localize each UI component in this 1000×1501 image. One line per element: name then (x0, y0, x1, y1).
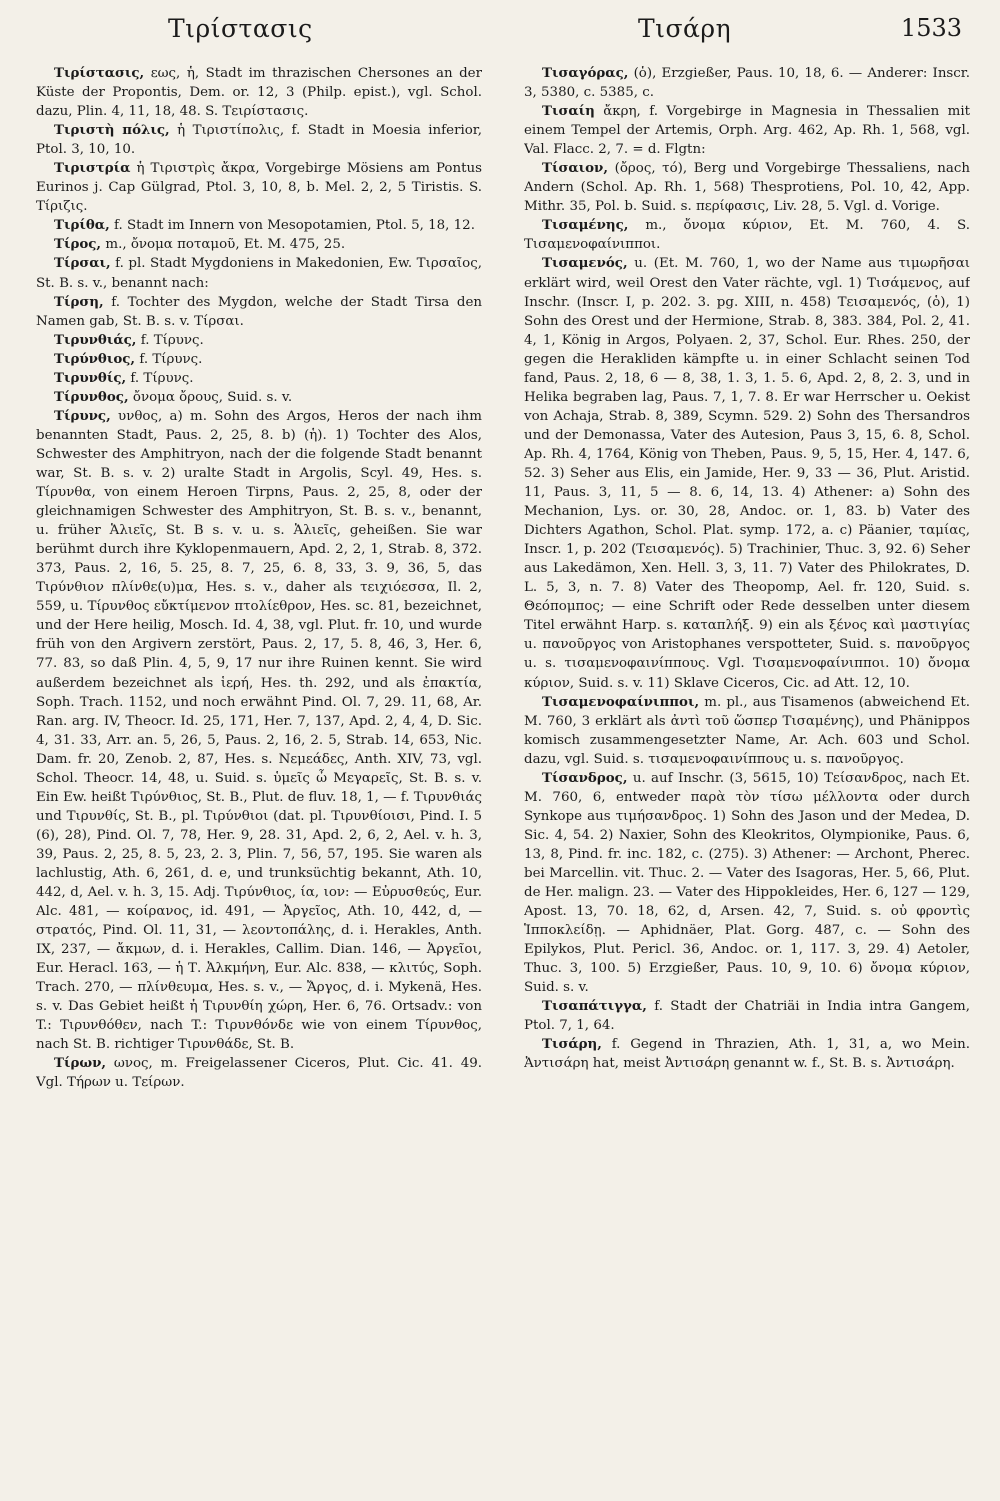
dictionary-entry (36, 407, 482, 1055)
dictionary-entry (524, 254, 970, 692)
entry-text: ἡ Τιριστρὶς ἄκρα, Vorgebirge Mösiens am Pontus Eurinos j. Cap Gülgrad, Ptol. 3, 10, 8, b. Mel. 2, 2, 5 Tiristis. S. Τίριζις. (36, 161, 482, 215)
dictionary-entry (36, 159, 482, 216)
entry-lemma: Τίρση, (54, 293, 104, 310)
dictionary-entry (36, 369, 482, 388)
entry-text: εως, ἡ, Stadt im thrazischen Chersones an der Küste der Propontis, Dem. or. 12, 3 (Philp. epist.), vgl. Schol. dazu, Plin. 4, 11, 18, 48. S. Τειρίστασις. (36, 66, 482, 120)
dictionary-entry (36, 331, 482, 350)
dictionary-entry (524, 1035, 970, 1073)
entry-lemma: Τιρύνθιος, (54, 350, 136, 367)
entry-text: f. Τίρυνς. (136, 332, 204, 348)
dictionary-entry (524, 769, 970, 998)
dictionary-entry (524, 64, 970, 102)
entry-text: f. pl. Stadt Mygdoniens in Makedonien, Ew. Τιρσαῖος, St. B. s. v., benannt nach: (36, 256, 482, 291)
entry-text: m. pl., aus Tisamenos (abweichend Et. M. 760, 3 erklärt als ἀντὶ τοῦ ὥσπερ Τισαμένης), und Phänippos komisch zusammengesetzter Name, Ar. Ach. 603 und Schol. dazu, vgl. Suid. s. τισαμενοφαινίππους u. s. πανοῦργος. (524, 694, 970, 767)
entry-lemma: Τίρων, (54, 1055, 107, 1072)
entry-lemma: Τιριστὴ πόλις, (54, 122, 170, 139)
dictionary-entry (524, 216, 970, 254)
entry-lemma: Τίρυνθος, (54, 388, 129, 405)
entry-lemma: Τισαίη (542, 103, 595, 120)
entry-lemma: Τισαγόρας, (542, 65, 629, 81)
entry-text: f. Τίρυνς. (135, 351, 203, 367)
header-right-word: Τισάρη (638, 14, 732, 43)
header-left-word: Τιρίστασις (168, 14, 313, 43)
dictionary-entry (524, 159, 970, 216)
entry-text: ἡ Τιριστίπολις, f. Stadt in Moesia inferior, Ptol. 3, 10, 10. (36, 123, 482, 158)
dictionary-entry (36, 64, 482, 121)
entry-lemma: Τιριστρία (54, 160, 131, 177)
entry-lemma: Τίσανδρος, (542, 769, 628, 786)
entry-lemma: Τίρσαι, (54, 255, 111, 272)
entry-lemma: Τισαμενός, (542, 255, 628, 272)
entry-lemma: Τίρος, (54, 236, 102, 253)
entry-text: υνθος, a) m. Sohn des Argos, Heros der nach ihm benannten Stadt, Paus. 2, 25, 8. b) (ἡ). 1) Tochter des Alos, Schwester des Amphitryon, nach der die folgende Stadt benannt war, St. B. s. v. 2) uralte Stadt in Argolis, Scyl. 49, Hes. s. Τίρυνθα, von einem Heroen Tirpns, Paus. 2, 25, 8, oder der gleichnamigen Schwester des Amphitryon, St. B. s. v., benannt, u. früher Ἁλιεῖς, St. B s. v. u. s. Ἁλιεῖς, geheißen. Sie war berühmt durch ihre Kyklopenmauern, Apd. 2, 2, 1, Strab. 8, 372. 373, Paus. 2, 16, 5. 25, 8. 7, 25, 6. 8, 33, 3. 9, 36, 5, das Τιρύνθιον πλίνθε(υ)μα, Hes. s. v., daher als τειχιόεσσα, Il. 2, 559, u. Τίρυνθος εὔκτίμενον πτολίεθρον, Hes. sc. 81, bezeichnet, und der Here heilig, Mosch. Id. 4, 38, vgl. Plut. fr. 10, und wurde früh von den Argivern zerstört, Paus. 2, 17, 5. 8, 46, 3, Her. 6, 77. 83, so daß Plin. 4, 5, 9, 17 nur ihre Ruinen kennt. Sie wird außerdem bezeichnet als ἱερή, Hes. th. 292, und als ἐπακτία, Soph. Trach. 1152, und noch erwähnt Pind. Ol. 7, 29. 11, 68, Ar. Ran. arg. IV, Theocr. Id. 25, 171, Her. 7, 137, Apd. 2, 4, 4, D. Sic. 4, 31. 33, Arr. an. 5, 26, 5, Paus. 2, 16, 2. 5, Strab. 14, 653, Nic. Dam. fr. 20, Zenob. 2, 87, Hes. s. Νεμεάδες, Anth. XIV, 73, vgl. Schol. Theocr. 14, 48, u. Suid. s. ὑμεῖς ὦ Μεγαρεῖς, St. B. s. v. Ein Ew. heißt Τιρύνθιος, St. B., Plut. de fluv. 18, 1, — f. Τιρυνθιάς und Τιρυνθίς, St. B., pl. Τιρύνθιοι (dat. pl. Τιρυνθίοισι, Pind. I. 5 (6), 28), Pind. Ol. 7, 78, Her. 9, 28. 31, Apd. 2, 6, 2, Ael. v. h. 3, 39, Paus. 2, 25, 8. 5, 23, 2. 3, Plin. 7, 56, 57, 195. Sie waren als lachlustig, Ath. 6, 261, d. e, und trunksüchtig bekannt, Ath. 10, 442, d, Ael. v. h. 3, 15. Adj. Τιρύνθιος, ία, ιον: — Εὐρυσθεύς, Eur. Alc. 481, — κοίρανος, id. 491, — Ἀργεῖος, Ath. 10, 442, d, — στρατός, Pind. Ol. 11, 31, — λεοντοπάλης, d. i. Herakles, Anth. IX, 237, — ἄκμων, d. i. Herakles, Callim. Dian. 146, — Ἀργεῖοι, Eur. Heracl. 163, — ἡ Τ. Ἀλκμήνη, Eur. Alc. 838, — κλιτύς, Soph. Trach. 270, — πλίνθευμα, Hes. s. v., — Ἄργος, d. i. Mykenä, Hes. s. v. Das Gebiet heißt ἡ Τιρυνθίη χώρη, Her. 6, 76. Ortsadv.: von T.: Τιρυνθόθεν, nach T.: Τιρυνθόνδε wie von einem Τίρυνθος, nach St. B. richtiger Τιρυνθάδε, St. B. (36, 408, 482, 1053)
entry-lemma: Τιρίστασις, (54, 65, 145, 81)
entry-text: ὄνομα ὄρους, Suid. s. v. (128, 389, 293, 405)
dictionary-entry (36, 121, 482, 159)
entry-text: m., ὄνομα κύριον, Et. M. 760, 4. S. Τισαμενοφαίνιπποι. (524, 218, 970, 253)
entry-lemma: Τιρυνθίς, (54, 369, 127, 386)
entry-text: (ὁ), Erzgießer, Paus. 10, 18, 6. — Anderer: Inscr. 3, 5380, c. 5385, c. (524, 66, 970, 101)
dictionary-entry (36, 254, 482, 292)
entry-text: f. Stadt im Innern von Mesopotamien, Ptol. 5, 18, 12. (109, 218, 475, 234)
dictionary-entry (36, 293, 482, 331)
dictionary-entry (524, 997, 970, 1035)
entry-lemma: Τίσαιον, (542, 160, 608, 177)
entry-lemma: Τίρυνς, (54, 407, 111, 424)
dictionary-entry (524, 102, 970, 159)
dictionary-entry (524, 693, 970, 769)
entry-lemma: Τισάρη, (542, 1036, 602, 1053)
entry-text: f. Gegend in Thrazien, Ath. 1, 31, a, wo Mein. Ἀντισάρη hat, meist Ἀντισάρη genannt w. f., St. B. s. Ἀντισάρη. (524, 1037, 970, 1072)
entry-text: m., ὄνομα ποταμοῦ, Et. M. 475, 25. (101, 237, 346, 253)
dictionary-entry (36, 1054, 482, 1092)
entry-text: (ὄρος, τό), Berg und Vorgebirge Thessaliens, nach Andern (Schol. Ap. Rh. 1, 568) Thesprotiens, Pol. 10, 42, App. Mithr. 35, Pol. b. Suid. s. περίφασις, Liv. 28, 5. Vgl. d. Vorige. (524, 161, 970, 215)
dictionary-entry (36, 216, 482, 235)
entry-text: ἄκρη, f. Vorgebirge in Magnesia in Thessalien mit einem Tempel der Artemis, Orph. Arg. 462, Ap. Rh. 1, 568, vgl. Val. Flacc. 2, 7. = d. Flgtn: (524, 104, 970, 158)
entry-lemma: Τισαμενοφαίνιπποι, (542, 693, 700, 710)
entry-text: f. Τίρυνς. (126, 370, 194, 386)
page-number: 1533 (900, 14, 962, 42)
dictionary-entry (36, 235, 482, 254)
entry-lemma: Τιρίθα, (54, 217, 110, 234)
entry-text: f. Tochter des Mygdon, welche der Stadt Tirsa den Namen gab, St. B. s. v. Τίρσαι. (36, 294, 482, 329)
entry-text: u. auf Inschr. (3, 5615, 10) Τείσανδρος, nach Et. M. 760, 6, entweder παρὰ τὸν τίσω μέλλοντα oder durch Synkope aus τιμήσανδρος. 1) Sohn des Jason und der Medea, D. Sic. 4, 54. 2) Naxier, Sohn des Kleokritos, Olympionike, Paus. 6, 13, 8, Pind. fr. inc. 182, c. (275). 3) Athener: — Archont, Pherec. bei Marcellin. vit. Thuc. 2. — Vater des Isagoras, Her. 5, 66, Plut. de Her. malign. 23. — Vater des Hippokleides, Her. 6, 127 — 129, Apost. 13, 70. 18, 62, d, Arsen. 42, 7, Suid. s. οὐ φροντὶς Ἱπποκλείδῃ. — Aphidnäer, Plat. Gorg. 487, c. — Sohn des Epilykos, Plut. Pericl. 36, Andoc. or. 1, 117. 3, 29. 4) Aetoler, Thuc. 3, 100. 5) Erzgießer, Paus. 10, 9, 10. 6) ὄνομα κύριον, Suid. s. v. (524, 770, 970, 996)
left-column (36, 64, 482, 1484)
dictionary-entry (36, 350, 482, 369)
entry-lemma: Τισαμένης, (542, 217, 629, 234)
entry-lemma: Τισαπάτιγγα, (542, 998, 647, 1015)
running-head (38, 10, 962, 50)
entry-text: ωνος, m. Freigelassener Ciceros, Plut. Cic. 41. 49. Vgl. Τήρων u. Τείρων. (36, 1056, 482, 1091)
entry-lemma: Τιρυνθιάς, (54, 331, 137, 348)
entry-text: f. Stadt der Chatriäi in India intra Gangem, Ptol. 7, 1, 64. (524, 999, 970, 1034)
right-column (524, 64, 970, 1484)
dictionary-entry (36, 388, 482, 407)
entry-text: u. (Et. M. 760, 1, wo der Name aus τιμωρῆσαι erklärt wird, weil Orest den Vater rächte, vgl. 1) Τισάμενος, auf Inschr. (Inscr. I, p. 202. 3. pg. XIII, n. 458) Τεισαμενός, (ὁ), 1) Sohn des Orest und der Hermione, Strab. 8, 383. 384, Pol. 2, 41. 4, 1, König in Argos, Polyaen. 2, 37, Schol. Eur. Rhes. 250, der gegen die Herakliden kämpfte u. in einer Schlacht seinen Tod fand, Paus. 2, 18, 6 — 8, 38, 1. 3, 1. 5. 6, Apd. 2, 8, 2. 3, und in Helika begraben lag, Paus. 7, 1, 7. 8. Er war Herrscher u. Oekist von Achaja, Strab. 8, 389, Scymn. 529. 2) Sohn des Thersandros und der Demonassa, Vater des Autesion, Paus 3, 15, 6. 8, Schol. Ap. Rh. 4, 1764, König von Theben, Paus. 9, 5, 15, Her. 4, 147. 6, 52. 3) Seher aus Elis, ein Jamide, Her. 9, 33 — 36, Plut. Aristid. 11, Paus. 3, 11, 5 — 8. 6, 14, 13. 4) Athener: a) Sohn des Mechanion, Lys. or. 30, 28, Andoc. or. 1, 83. b) Vater des Dichters Agathon, Schol. Plat. symp. 172, a. c) Päanier, ταμίας, Inscr. 1, p. 202 (Τεισαμενός). 5) Trachinier, Thuc. 3, 92. 6) Seher aus Lakedämon, Xen. Hell. 3, 3, 11. 7) Vater des Philokrates, D. L. 5, 3, n. 7. 8) Vater des Theopomp, Ael. fr. 120, Suid. s. Θεόπομπος; — eine Schrift oder Rede desselben unter diesem Titel erwähnt Harp. s. καταπλήξ. 9) ein als ξένος καὶ μαστιγίας u. πανοῦργος von Aristophanes verspotteter, Suid. s. πανοῦργος u. s. τισαμενοφαινίππους. Vgl. Τισαμενοφαίνιπποι. 10) ὄνομα κύριον, Suid. s. v. 11) Sklave Ciceros, Cic. ad Att. 12, 10. (524, 256, 970, 691)
